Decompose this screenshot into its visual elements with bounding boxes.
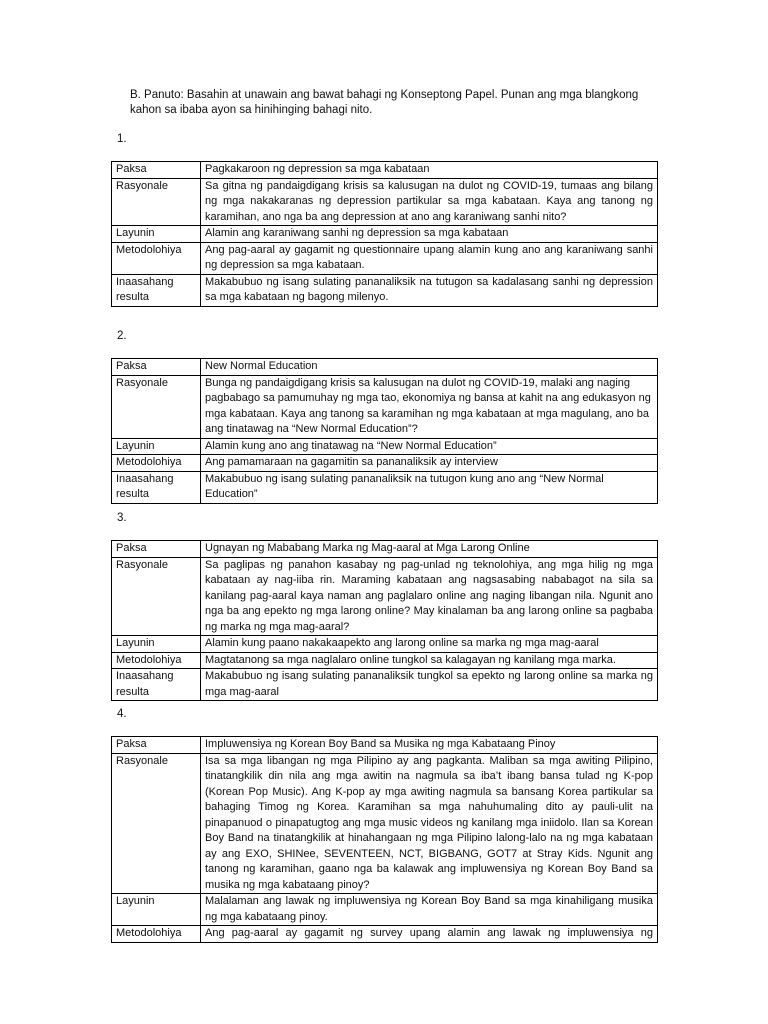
row-paksa (112, 737, 658, 754)
label-rasyonale: Rasyonale (112, 753, 201, 894)
label-inaasahang-resulta: Inaasahang resulta (112, 471, 201, 503)
row-rasyonale (112, 753, 658, 894)
concept-paper-table (111, 358, 658, 504)
value-layunin: Alamin kung ano ang tinatawag na “New Normal Education” (201, 438, 658, 455)
row-layunin (112, 894, 658, 926)
value-metodolohiya: Ang pag-aaral ay gagamit ng questionnaire upang alamin kung ano ang karaniwang sanhi ng depression sa mga kabataan. (201, 242, 658, 274)
value-layunin: Alamin ang karaniwang sanhi ng depression sa mga kabataan (201, 226, 658, 243)
row-rasyonale (112, 557, 658, 636)
label-rasyonale: Rasyonale (112, 375, 201, 438)
row-inaasahang-resulta (112, 471, 658, 503)
concept-paper-table (111, 161, 658, 307)
value-inaasahang-resulta: Makabubuo ng isang sulating pananaliksik na tutugon kung ano ang “New Normal Education” (201, 471, 658, 503)
row-paksa (112, 541, 658, 558)
row-metodolohiya (112, 242, 658, 274)
label-layunin: Layunin (112, 894, 201, 926)
label-metodolohiya: Metodolohiya (112, 242, 201, 274)
label-metodolohiya: Metodolohiya (112, 926, 201, 943)
instructions: B. Panuto: Basahin at unawain ang bawat bahagi ng Konseptong Papel. Punan ang mga blangkong kahon sa ibaba ayon sa hinihinging bahagi nito. (130, 89, 639, 116)
row-layunin (112, 438, 658, 455)
label-rasyonale: Rasyonale (112, 557, 201, 636)
label-paksa: Paksa (112, 541, 201, 558)
value-metodolohiya: Ang pamamaraan na gagamitin sa pananaliksik ay interview (201, 455, 658, 472)
item-number: 4. (117, 708, 127, 720)
row-paksa (112, 162, 658, 179)
row-metodolohiya (112, 926, 658, 943)
label-paksa: Paksa (112, 737, 201, 754)
value-paksa: Ugnayan ng Mababang Marka ng Mag-aaral at Mga Larong Online (201, 541, 658, 558)
value-paksa: Impluwensiya ng Korean Boy Band sa Musika ng mga Kabataang Pinoy (201, 737, 658, 754)
row-rasyonale (112, 375, 658, 438)
row-inaasahang-resulta (112, 669, 658, 701)
row-metodolohiya (112, 652, 658, 669)
item-number: 2. (117, 330, 127, 342)
value-layunin: Malalaman ang lawak ng impluwensiya ng Korean Boy Band sa mga kinahiligang musika ng mga kabataang pinoy. (201, 894, 658, 926)
label-rasyonale: Rasyonale (112, 178, 201, 226)
label-paksa: Paksa (112, 359, 201, 376)
row-paksa (112, 359, 658, 376)
value-inaasahang-resulta: Makabubuo ng isang sulating pananaliksik na tutugon sa kadalasang sanhi ng depression sa mga kabataan ng bagong milenyo. (201, 274, 658, 306)
value-rasyonale: Sa gitna ng pandaigdigang krisis sa kalusugan na dulot ng COVID-19, tumaas ang bilang ng mga nakakaranas ng depression partikular sa mga kabataan. Kaya ang tanong ng karamihan, ano nga ba ang depression at ano ang karaniwang sanhi nito? (201, 178, 658, 226)
label-inaasahang-resulta: Inaasahang resulta (112, 274, 201, 306)
value-rasyonale: Bunga ng pandaigdigang krisis sa kalusugan na dulot ng COVID-19, malaki ang naging pagbabago sa pamumuhay ng mga tao, ekonomiya ng bansa at kahit na ang edukasyon ng mga kabataan. Kaya ang tanong sa karamihan ng mga kabataan at mga magulang, ano ba ang tinatawag na “New Normal Education”? (201, 375, 658, 438)
value-paksa: New Normal Education (201, 359, 658, 376)
value-rasyonale: Isa sa mga libangan ng mga Pilipino ay ang pagkanta. Maliban sa mga awiting Pilipino, tinatangkilik din nila ang mga awitin na nagmula sa iba’t ibang bansa tulad ng K-pop (Korean Pop Music). Ang K-pop ay mga awiting nagmula sa bansang Korea partikular sa bahaging Timog ng Korea. Karamihan sa mga nahuhumaling dito ay pauli-ulit na pinapanuod o pinapatugtog ang mga music videos ng kanilang mga iniidolo. Ilan sa Korean Boy Band na tinatangkilik at hinahangaan ng mga Pilipino lalong-lalo na ng mga kabataan ay ang EXO, SHINee, SEVENTEEN, NCT, BIGBANG, GOT7 at Stray Kids. Ngunit ang tanong ng karamihan, gaano nga ba kalawak ang impluwensiya ng Korean Boy Band sa musika ng mga kabataang pinoy? (201, 753, 658, 894)
label-layunin: Layunin (112, 226, 201, 243)
label-layunin: Layunin (112, 636, 201, 653)
item-number: 3. (117, 512, 127, 524)
value-inaasahang-resulta: Makabubuo ng isang sulating pananaliksik tungkol sa epekto ng larong online sa marka ng mga mag-aaral (201, 669, 658, 701)
value-rasyonale: Sa paglipas ng panahon kasabay ng pag-unlad ng teknolohiya, ang mga hilig ng mga kabataan ay nag-iiba rin. Maraming kabataan ang nagsasabing nababagot na sila sa kanilang pag-aaral kaya naman ang paglalaro online ang naging libangan nila. Ngunit ano nga ba ang epekto ng mga larong online? May kinalaman ba ang larong online sa pagbaba ng marka ng mga mag-aaral? (201, 557, 658, 636)
row-inaasahang-resulta (112, 274, 658, 306)
concept-paper-table (111, 736, 658, 943)
label-layunin: Layunin (112, 438, 201, 455)
label-paksa: Paksa (112, 162, 201, 179)
value-layunin: Alamin kung paano nakakaapekto ang larong online sa marka ng mga mag-aaral (201, 636, 658, 653)
label-metodolohiya: Metodolohiya (112, 455, 201, 472)
value-metodolohiya: Ang pag-aaral ay gagamit ng survey upang alamin ang lawak ng impluwensiya ng (201, 926, 658, 943)
concept-paper-table (111, 540, 658, 701)
row-rasyonale (112, 178, 658, 226)
row-layunin (112, 226, 658, 243)
row-layunin (112, 636, 658, 653)
label-inaasahang-resulta: Inaasahang resulta (112, 669, 201, 701)
value-metodolohiya: Magtatanong sa mga naglalaro online tungkol sa kalagayan ng kanilang mga marka. (201, 652, 658, 669)
value-paksa: Pagkakaroon ng depression sa mga kabataan (201, 162, 658, 179)
row-metodolohiya (112, 455, 658, 472)
item-number: 1. (117, 133, 127, 145)
label-metodolohiya: Metodolohiya (112, 652, 201, 669)
